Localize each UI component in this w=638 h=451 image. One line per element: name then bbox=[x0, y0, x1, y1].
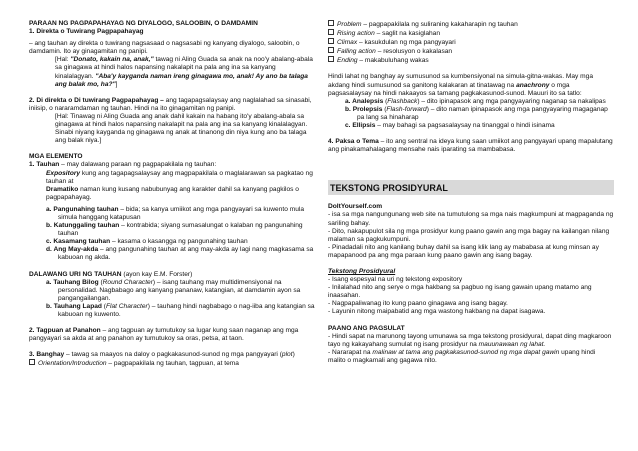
source-item: - isa sa mga nangungunang web site na tumutulong sa mga nais magkumpuni at magpaganda ng sariling bahay. bbox=[328, 211, 614, 227]
source-item: - Dito, nakapupulot sila ng mga prosidyur kung paano gawin ang mga bagay na kailangan nilang malaman sa pagkukumpuni. bbox=[328, 227, 610, 243]
paano-item-2: - Nararapat na malinaw at tama ang pagkakasunod-sunod ng mga dapat gawin upang hindi malito o magkamali ang gagawa nito. bbox=[328, 348, 596, 364]
section-bar-tekstong-prosidyural: TEKSTONG PROSIDYURAL bbox=[328, 180, 614, 195]
prolepsis-item: b. Prolepsis (Flash-forward) – dito naman ipinapasok ang mga pangyayaring magaganap pa lang sa hinaharap bbox=[345, 105, 608, 121]
checkbox-icon bbox=[328, 38, 334, 44]
source-item: - Pinadadali nito ang kanilang buhay dahil sa isang klik lang ay mababasa at kung minsan ay mapapanood pa ang mga paraan kung paano gawin ang isang bagay. bbox=[328, 243, 599, 259]
climax-item: Climax – kasukdulan ng mga pangyayari bbox=[328, 38, 614, 47]
checkbox-icon bbox=[328, 20, 334, 26]
right-column bbox=[328, 20, 614, 365]
checkbox-icon bbox=[328, 29, 334, 35]
tekstong-item: - Nagpapaliwanag ito kung paano ginagawa ang isang bagay. bbox=[328, 300, 508, 308]
dramatiko-line: Dramatiko naman kung kusang nabubunyag ang karakter dahil sa kanyang pagkilos o pagpapahayag. bbox=[46, 185, 299, 201]
checkbox-icon bbox=[29, 359, 35, 365]
direct-desc: – ang tauhan ay direkta o tuwirang nagsasaad o nagsasabi ng kanyang diyalogo, saloobin, o damdamin. Ito ay ginagamitan ng panipi. bbox=[29, 40, 300, 56]
source-title: DoltYourself.com bbox=[328, 203, 383, 211]
tekstong-item: - Isang espesyal na uri ng tekstong expository bbox=[328, 276, 463, 284]
direct-title: 1. Direkta o Tuwirang Pagpapahayag bbox=[29, 28, 144, 36]
kasamang-tauhan: c. Kasamang tauhan – kasama o kasangga ng pangunahing tauhan bbox=[46, 238, 248, 246]
analepsis-item: a. Analepsis (Flashback) – dito ipinapasok ang mga pangyayaring naganap sa nakalipas bbox=[345, 97, 606, 105]
may-akda: d. Ang May-akda – ang pangunahing tauhan at ang may-akda ay lagi nang magkasama sa kabuoan ng akda. bbox=[46, 246, 314, 262]
tauhang-bilog: a. Tauhang Bilog (Round Character) – isang tauhang may multidimensiyonal na personalidad. Nagbabago ang kanyang pananaw, katangian, at damdamin ayon sa pangangailangan. bbox=[46, 278, 301, 302]
checkbox-icon bbox=[328, 47, 334, 53]
tekstong-item: - Inilalahad nito ang serye o mga hakbang sa pagbuo ng isang gawain upang matamo ang inaasahan. bbox=[328, 284, 592, 300]
tekstong-title: Tekstong Prosidyural bbox=[328, 267, 396, 275]
uri-title: DALAWANG URI NG TAUHAN (ayon kay E.M. Forster) bbox=[29, 270, 193, 278]
paksa-paragraph: 4. Paksa o Tema – ito ang sentral na ideya kung saan umiikot ang pangyayari upang mapalutang ang pinakamahalagang mensahe nais iparating sa mambabasa. bbox=[328, 138, 613, 154]
anachrony-paragraph: Hindi lahat ng banghay ay sumusunod sa kumbensiyonal na simula-gitna-wakas. May mga akdang hindi sumusunod sa ganitong kalakaran at tinatawag na anachrony o mga pagsasalaysay na hindi nakaayos sa tamang pagkakasunod-sunod. Mauuri ito sa tatlo: bbox=[328, 73, 593, 97]
elements-title: MGA ELEMENTO bbox=[29, 153, 83, 161]
problem-item: Problem – pagpapakilala ng suliraning kakaharapin ng tauhan bbox=[328, 20, 614, 29]
orientation-item: Orientation/Introduction – pagpapakilala ng tauhan, tagpuan, at tema bbox=[29, 359, 315, 368]
pangunahing-tauhan: a. Pangunahing tauhan – bida; sa kanya umiikot ang mga pangyayari sa kuwento mula simula hanggang katapusan bbox=[46, 205, 305, 221]
indirect-example: [Hal: Tinawag ni Aling Guada ang anak dahil kakain na habang ito'y abalang-abala sa ginagawa at hindi halos napansing nakalapit na pala ang ina sa kanyang kinalalagyan. Sinabi niyang kayganda ng ginagawa ng anak at tinanong din niya kung ano ba talaga ang balak niya.] bbox=[55, 112, 308, 145]
direct-example: [Hal: "Donato, kakain na, anak," tawag ni Aling Guada sa anak na noo'y abalang-abala sa ginagawa at hindi halos napansing nakalapit na pala ang ina sa kanyang kinalalagyan. "Aba'y kayganda naman ireng ginagawa mo, anak! Ay ano ba talaga ang balak mo, ha?"] bbox=[55, 56, 313, 88]
rising-item: Rising action – saglit na kasiglahan bbox=[328, 29, 614, 38]
ending-item: Ending – makabuluhang wakas bbox=[328, 56, 614, 65]
tagpuan-paragraph: 2. Tagpuan at Panahon – ang tagpuan ay tumutukoy sa lugar kung saan naganap ang mga pangyayari sa akda at ang panahon ay tumutukoy sa oras, petsa, at taon. bbox=[29, 327, 299, 343]
section-heading: PARAAN NG PAGPAPAHAYAG NG DIYALOGO, SALOOBIN, O DAMDAMIN bbox=[29, 20, 258, 27]
katunggaling-tauhan: b. Katunggaling tauhan – kontrabida; siyang sumasalungat o kalaban ng pangunahing tauhan bbox=[46, 222, 303, 238]
paano-title: PAANO ANG PAGSULAT bbox=[328, 324, 405, 332]
tauhan-line: 1. Tauhan – may dalawang paraan ng pagpapakilala ng tauhan: bbox=[29, 161, 217, 169]
ellipsis-item: c. Ellipsis – may bahagi sa pagsasalaysay na tinanggal o hindi isinama bbox=[345, 122, 555, 130]
indirect-paragraph: 2. Di direkta o Di tuwirang Pagpapahayag – ang tagapagsalaysay ang naglalahad sa sinasabi, iniisip, o nararamdaman ng tauhan. Hindi na ito ginagamitan ng panipi. bbox=[29, 96, 312, 112]
left-column bbox=[29, 20, 315, 368]
expository-line: Expository kung ang tagapagsalaysay ang magpapakilala o maglalarawan sa pagkatao ng tauhan at bbox=[46, 169, 313, 185]
checkbox-icon bbox=[328, 56, 334, 62]
tekstong-item: - Layunin nitong maipabatid ang mga wastong hakbang na dapat isagawa. bbox=[328, 308, 546, 316]
tauhang-lapad: b. Tauhang Lapad (Flat Character) – tauhang hindi nagbabago o nag-iiba ang katangian sa kabuoan ng kuwento. bbox=[46, 302, 315, 318]
banghay-paragraph: 3. Banghay – tawag sa maayos na daloy o pagkakasunod-sunod ng mga pangyayari (plot) bbox=[29, 351, 295, 359]
falling-item: Falling action – resolusyon o kakalasan bbox=[328, 47, 614, 56]
paano-item-1: - Hindi sapat na marunong tayong umunawa sa mga tekstong prosidyural, dapat ding magkaroon tayo ng kakayahang sumulat ng isang prosidyur na mauunawaan ng lahat. bbox=[328, 332, 612, 348]
